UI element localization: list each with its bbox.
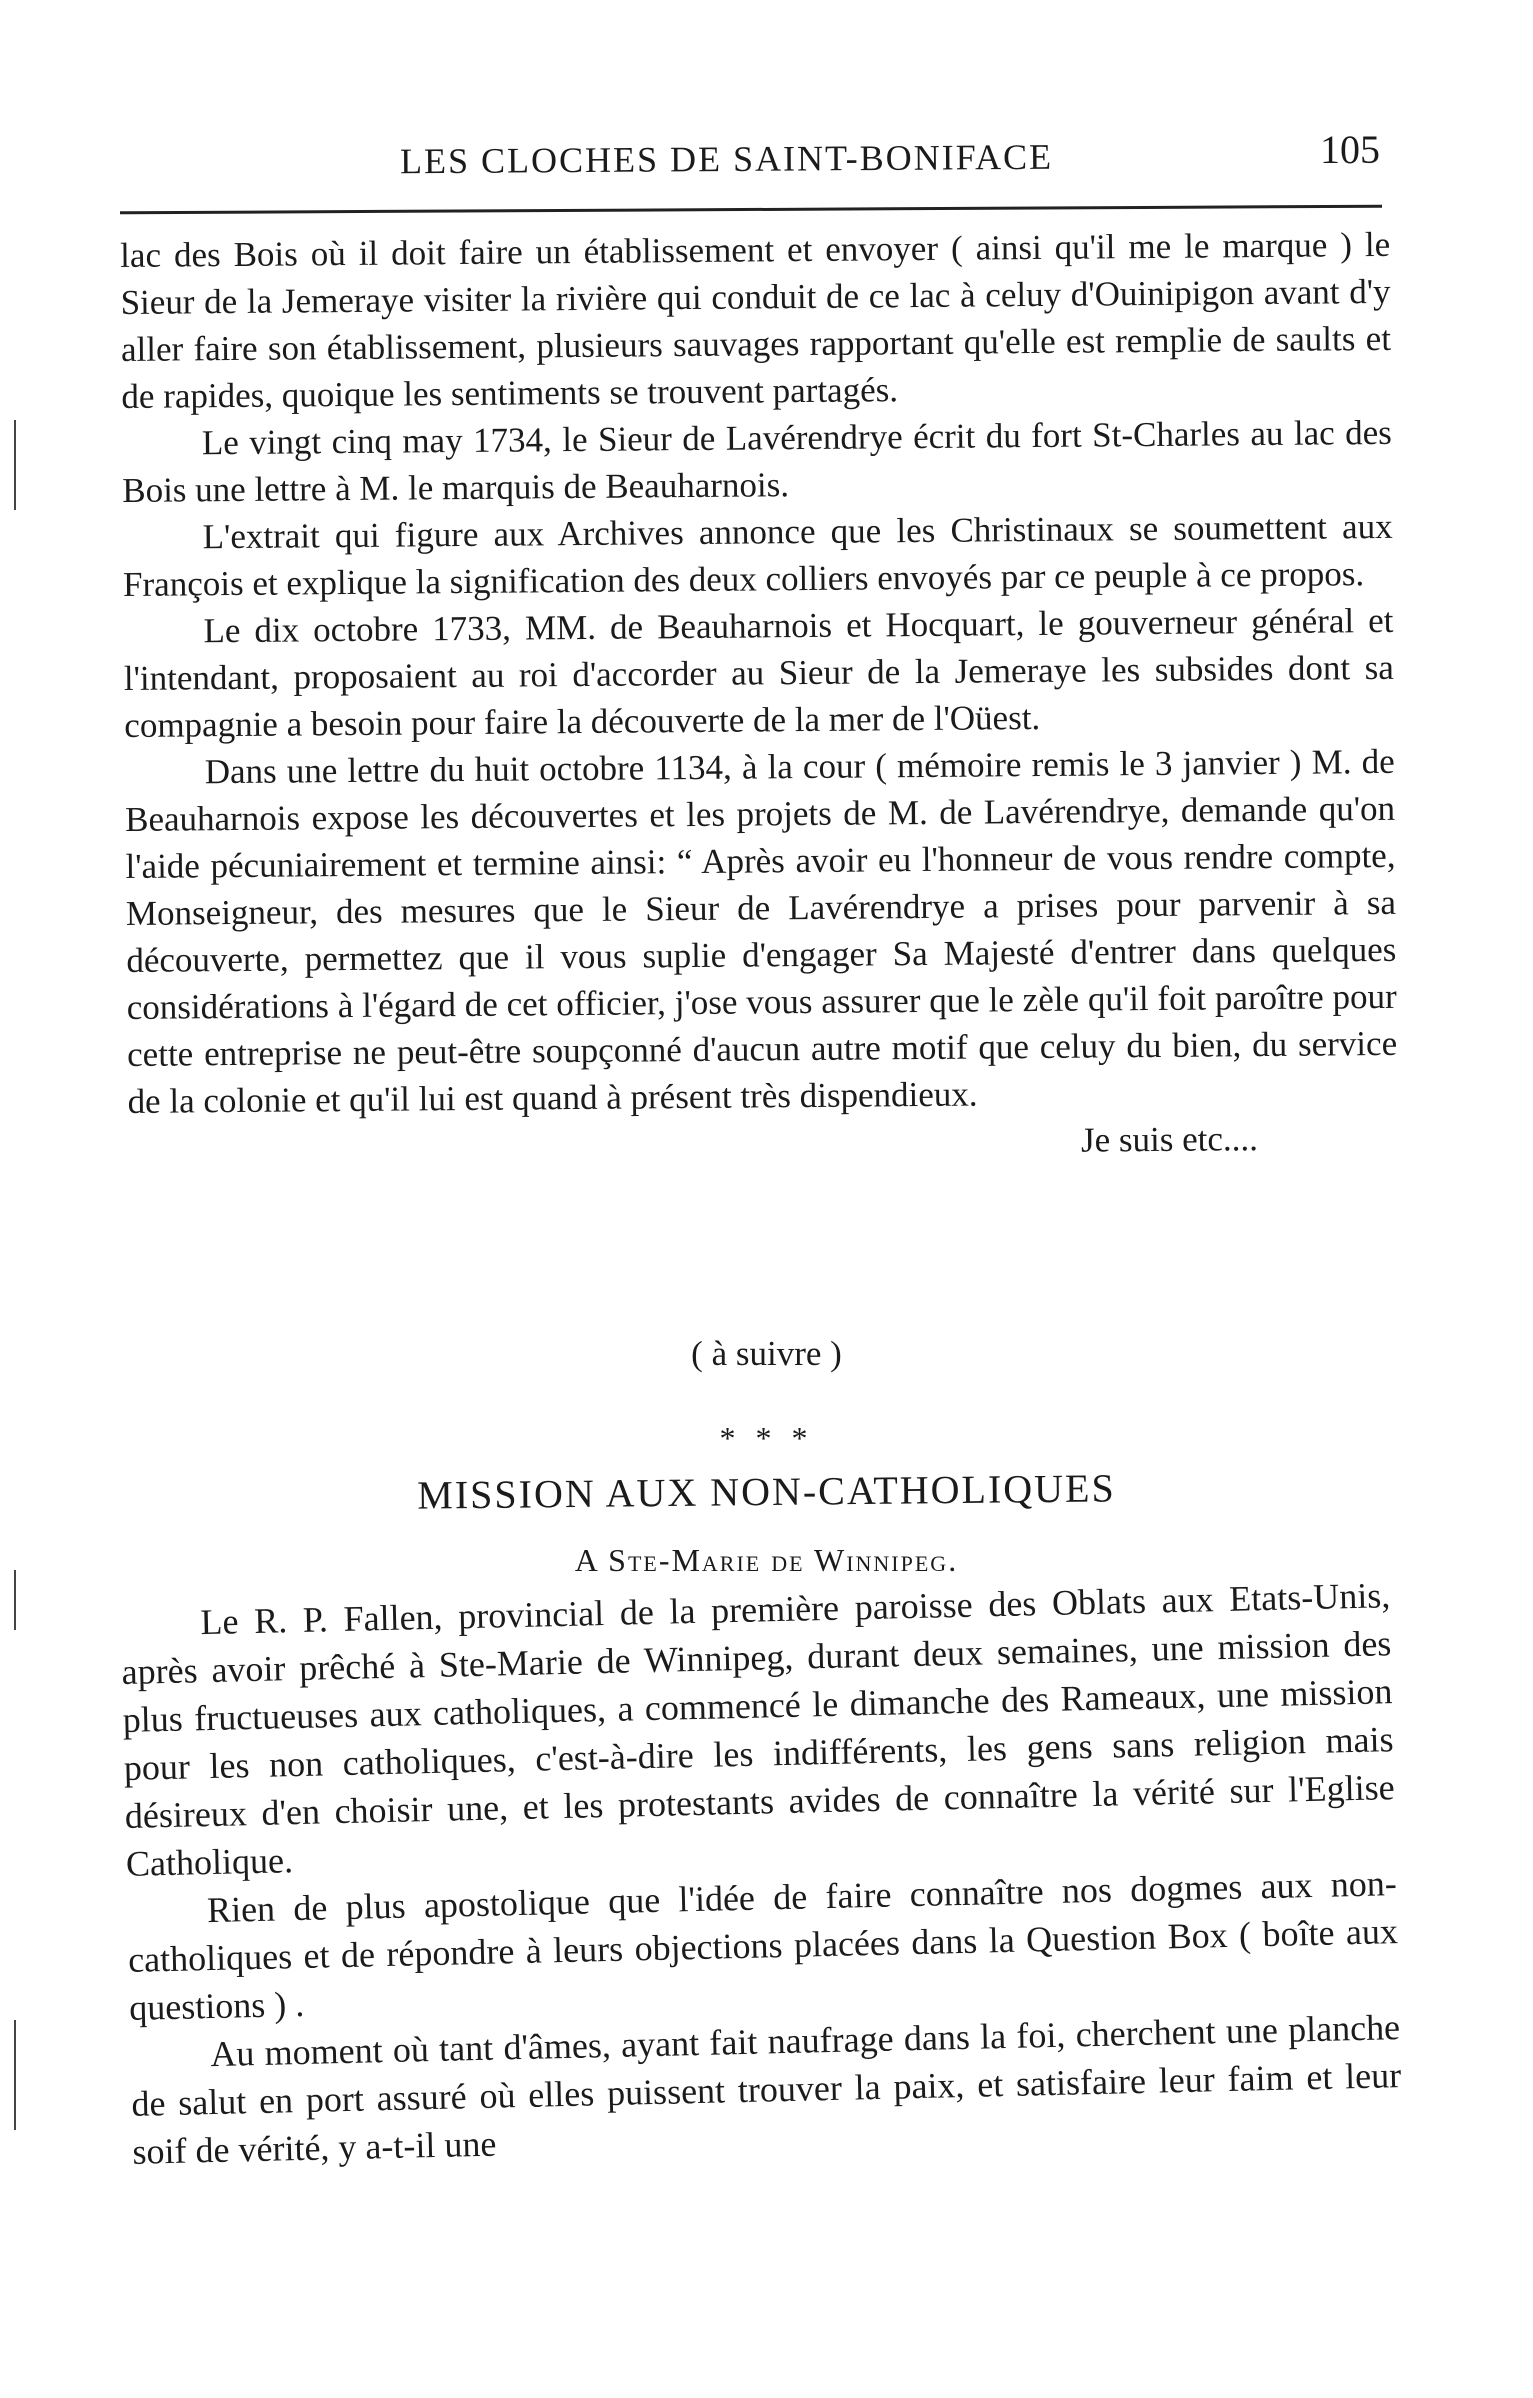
paragraph: Au moment où tant d'âmes, ayant fait naufrage dans la foi, cherchent une planche de salut en port assuré où elles puissent trouver la paix, et satisfaire leur faim et leur soif de vérité, y a-t-il une <box>130 2007 1402 2172</box>
paragraph: Le vingt cinq may 1734, le Sieur de Lavérendrye écrit du fort St-Charles au lac des Bois une lettre à M. le marquis de Beauharnois. <box>122 412 1392 510</box>
section-subtitle: A Ste-Marie de Winnipeg. <box>574 1542 959 1578</box>
paragraph: lac des Bois où il doit faire un établissement et envoyer ( ainsi qu'il me le marque ) le Sieur de la Jemeraye visiter la rivière qui conduit de ce lac à celuy d'Ouinipigon avant d'y aller faire son établissement, plusieurs sauvages rapportant qu'elle est remplie de saults et de rapides, quoique les sentiments se trouvent partagés. <box>120 224 1392 416</box>
running-title: LES CLOCHES DE SAINT-BONIFACE <box>399 136 1054 182</box>
scan-edge-mark <box>14 420 16 510</box>
header-rule <box>120 205 1382 215</box>
to-be-continued-note: ( à suivre ) <box>691 1334 842 1373</box>
paragraph: L'extrait qui figure aux Archives annonce que les Christinaux se soumettent aux François et explique la signification des deux colliers envoyés par ce peuple à ce propos. <box>122 506 1393 604</box>
paragraph: Dans une lettre du huit octobre 1134, à la cour ( mémoire remis le 3 janvier ) M. de Beauharnois expose les découvertes et les projets de M. de Lavérendrye, demande qu'on l'aide pécuniairement et termine ainsi: “ Après avoir eu l'honneur de vous rendre compte, Monseigneur, des mesures que le Sieur de Lavérendrye a prises pour parvenir à sa découverte, permettez que il vous suplie d'engager Sa Majesté d'entrer dans quelques considérations à l'égard de cet officier, j'ose vous assurer que le zèle qu'il foit paroître pour cette entreprise ne peut-être soupçonné d'aucun autre motif que celuy du bien, du service de la colonie et qu'il lui est quand à présent très dispendieux. <box>124 741 1398 1121</box>
page-number: 105 <box>1320 127 1380 172</box>
scan-edge-mark <box>14 1570 16 1630</box>
paragraph: Rien de plus apostolique que l'idée de faire connaître nos dogmes aux non-catholiques et de répondre à leurs objections placées dans la Question Box ( boîte aux questions ) . <box>127 1863 1399 2028</box>
section-separator: * * * <box>719 1420 814 1456</box>
scan-edge-mark <box>14 2020 16 2130</box>
paragraph: Le dix octobre 1733, MM. de Beauharnois et Hocquart, le gouverneur général et l'intendant, proposaient au roi d'accorder au Sieur de la Jemeraye les subsides dont sa compagnie a besoin pour faire la découverte de la mer de l'Oüest. <box>123 600 1395 745</box>
section-title: MISSION AUX NON-CATHOLIQUES <box>417 1465 1116 1518</box>
mission-article <box>120 1571 1403 2176</box>
article-continuation <box>120 221 1398 1172</box>
paragraph: Le R. P. Fallen, provincial de la première paroisse des Oblats aux Etats-Unis, après avoir prêché à Ste-Marie de Winnipeg, durant deux semaines, une mission des plus fructueuses aux catholiques, a commencé le dimanche des Rameaux, une mission pour les non catholiques, c'est-à-dire les indifférents, les gens sans religion mais désireux d'en choisir une, et les protestants avides de connaître la vérité sur l'Eglise Catholique. <box>121 1575 1396 1884</box>
letter-closing: Je suis etc.... <box>1080 1119 1259 1160</box>
